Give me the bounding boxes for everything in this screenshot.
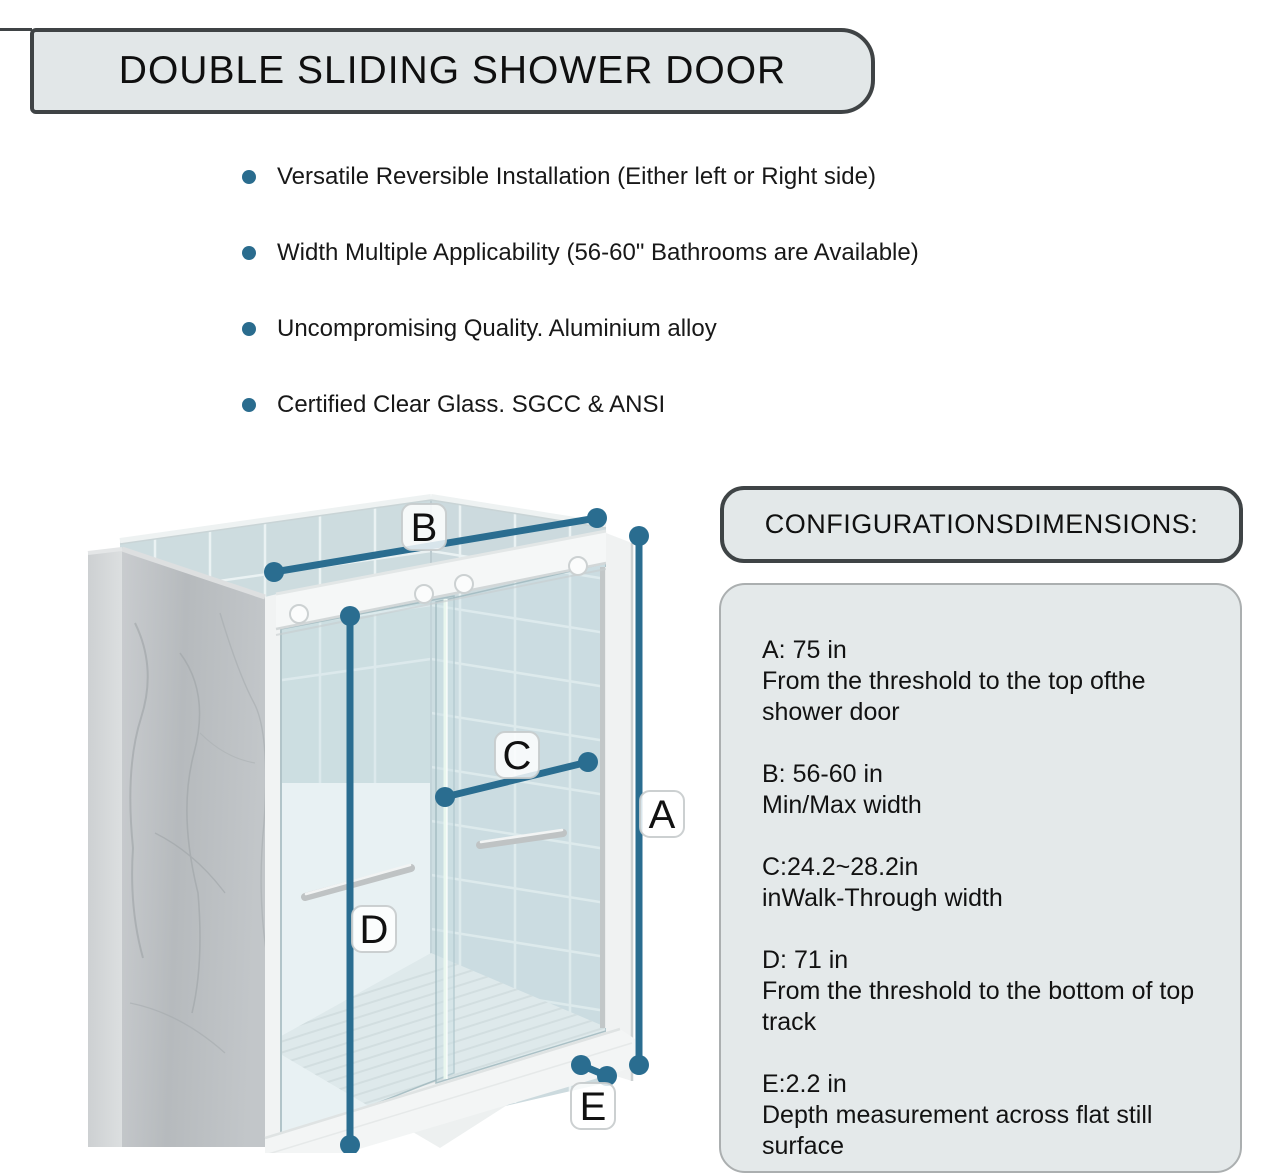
svg-text:D: D (359, 908, 389, 952)
bullet-dot-icon (242, 246, 256, 260)
configurations-header (720, 486, 1243, 563)
dimension-value: E:2.2 in (762, 1070, 847, 1098)
bullet-dot-icon (242, 170, 256, 184)
dimension-description: Min/Max width (762, 791, 922, 819)
dimension-value: B: 56-60 in (762, 760, 883, 788)
dimension-description: From the threshold to the bottom of top track (762, 977, 1195, 1036)
dimension-description: inWalk-Through width (762, 884, 1003, 912)
svg-text:C: C (502, 734, 532, 778)
feature-item (242, 291, 919, 367)
svg-text:A: A (648, 793, 676, 837)
shower-door-diagram (60, 483, 715, 1153)
feature-text: Versatile Reversible Installation (Either left or Right side) (277, 163, 876, 190)
frame-left-post (265, 593, 281, 1147)
frame-right-post (606, 533, 632, 1081)
svg-text:B: B (410, 506, 438, 550)
feature-item (242, 367, 919, 443)
page-title: DOUBLE SLIDING SHOWER DOOR (118, 49, 787, 92)
label-D (352, 906, 396, 952)
feature-item (242, 215, 919, 291)
label-C (495, 732, 539, 778)
dimension-entry-A (762, 635, 1210, 728)
feature-text: Certified Clear Glass. SGCC & ANSI (277, 391, 666, 418)
banner-left-artifact-line (0, 28, 32, 31)
dimension-value: C:24.2~28.2in (762, 853, 919, 881)
dimension-entry-B (762, 759, 1210, 821)
label-A (640, 791, 684, 837)
configurations-header-text: CONFIGURATIONSDIMENSIONS: (764, 509, 1199, 539)
title-banner (30, 28, 875, 114)
dimension-value: D: 71 in (762, 946, 849, 974)
feature-text: Width Multiple Applicability (56-60" Bathrooms are Available) (277, 239, 919, 266)
bullet-dot-icon (242, 398, 256, 412)
feature-text: Uncompromising Quality. Aluminium alloy (277, 315, 717, 342)
dimension-description: From the threshold to the top ofthe shower door (762, 667, 1146, 726)
marble-wall (88, 549, 270, 1147)
dimension-entry-C (762, 852, 1210, 914)
feature-item (242, 139, 919, 215)
feature-list (242, 139, 919, 443)
label-E (571, 1083, 615, 1129)
svg-text:E: E (579, 1085, 607, 1129)
bullet-dot-icon (242, 322, 256, 336)
dimension-description: Depth measurement across flat still surface (762, 1101, 1153, 1160)
dimensions-panel (719, 583, 1242, 1173)
dimension-value: A: 75 in (762, 636, 847, 664)
dimension-entry-D (762, 945, 1210, 1038)
label-B (402, 504, 446, 550)
dimension-entry-E (762, 1069, 1210, 1162)
